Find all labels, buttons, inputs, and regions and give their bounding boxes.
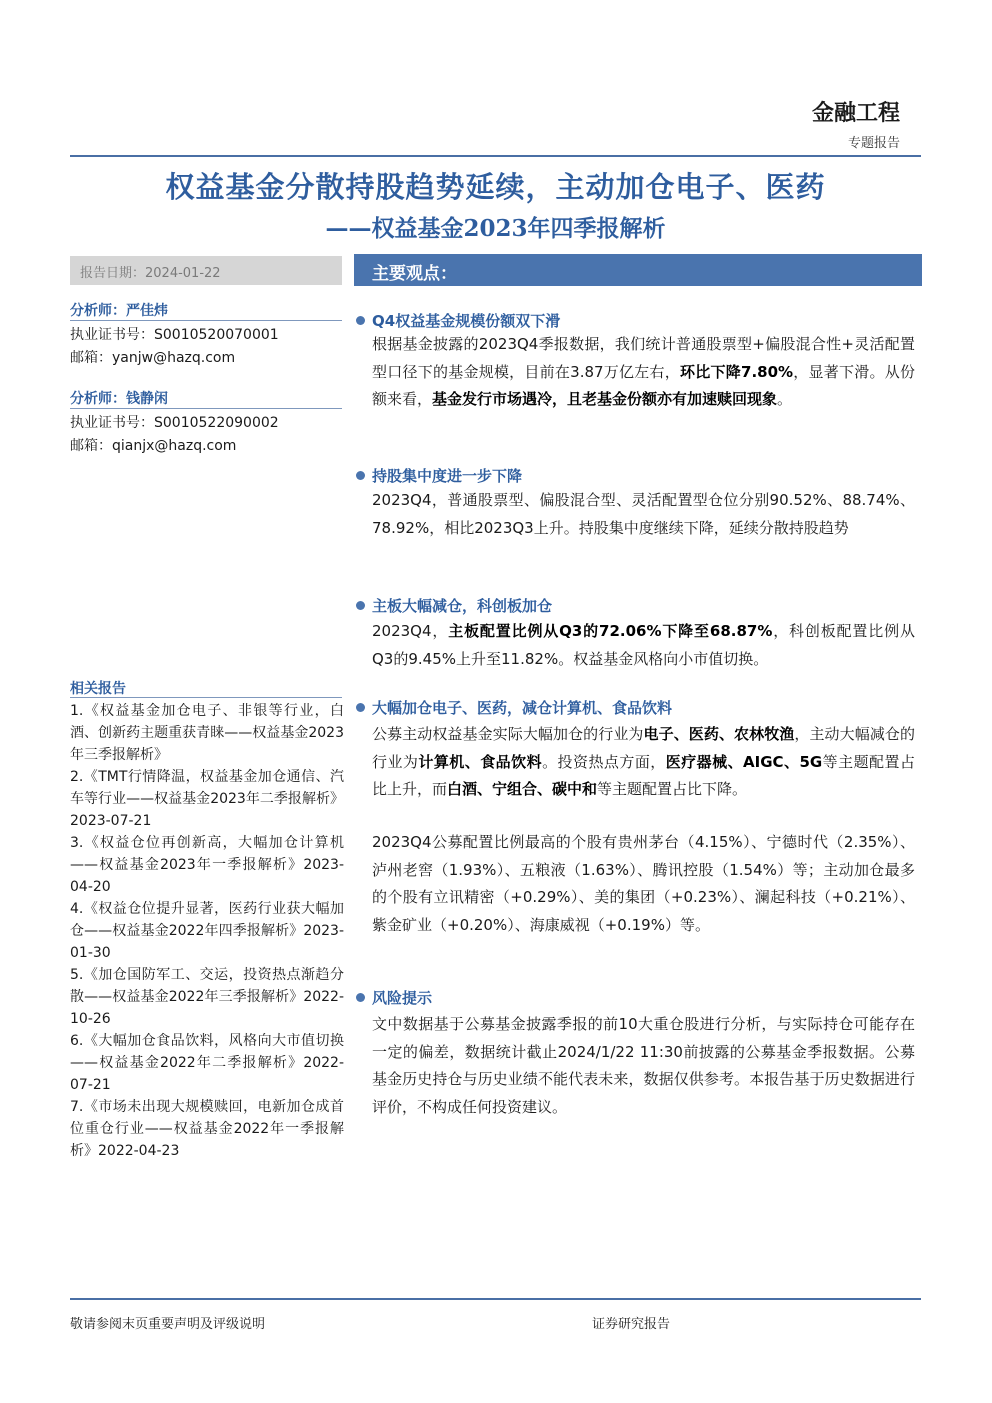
related-report-item[interactable]: 1.《权益基金加仓电子、非银等行业，白酒、创新药主题重获青睐——权益基金2023年三季报解析》 xyxy=(70,703,344,763)
related-report-item[interactable]: 6.《大幅加仓食品饮料，风格向大市值切换——权益基金2022年二季报解析》2022-07-21 xyxy=(70,1033,344,1093)
paragraph-text: 。 xyxy=(777,390,793,408)
section-paragraph xyxy=(372,829,915,939)
analyst-email[interactable]: 邮箱：qianjx@hazq.com xyxy=(70,438,237,454)
bullet-dot-icon xyxy=(356,703,365,712)
highlight-text: 基金发行市场遇冷，且老基金份额亦有加速赎回现象 xyxy=(432,390,778,408)
related-reports-divider xyxy=(70,697,342,698)
header-divider xyxy=(70,155,921,157)
report-date-bar xyxy=(70,256,342,285)
bullet-dot-icon xyxy=(356,316,365,325)
footer-doc-type: 证券研究报告 xyxy=(592,1317,671,1332)
highlight-text: 白酒、宁组合、碳中和 xyxy=(447,780,598,798)
related-reports-title: 相关报告 xyxy=(70,681,126,697)
section-paragraph xyxy=(372,1011,915,1121)
highlight-text: 医疗器械、AIGC、5G xyxy=(665,752,823,771)
related-report-item[interactable]: 2.《TMT行情降温，权益基金加仓通信、汽车等行业——权益基金2023年二季报解析》2023-07-21 xyxy=(70,769,344,829)
analyst-divider xyxy=(70,408,342,409)
report-category: 金融工程 xyxy=(811,100,900,126)
section-paragraph xyxy=(372,721,915,804)
highlight-text: 计算机、食品饮料 xyxy=(418,752,543,771)
bullet-dot-icon xyxy=(356,601,365,610)
section-heading xyxy=(356,310,560,331)
report-date: 报告日期：2024-01-22 xyxy=(80,266,221,281)
paragraph-text: ，主动大幅减仓的行业为 xyxy=(372,725,915,771)
paragraph-text: 等主题配置占比下降。 xyxy=(597,780,748,798)
related-report-item[interactable]: 7.《市场未出现大规模赎回，电新加仓成首位重仓行业——权益基金2022年一季报解析》2022-04-23 xyxy=(70,1099,344,1159)
key-points-header xyxy=(354,254,922,286)
section-heading xyxy=(356,465,522,486)
highlight-text: 主板配置比例从Q3的72.06%下降至68.87% xyxy=(448,622,773,640)
related-report-item[interactable]: 4.《权益仓位提升显著，医药行业获大幅加仓——权益基金2022年四季报解析》2023-01-30 xyxy=(70,901,344,961)
section-paragraph xyxy=(372,618,915,673)
paragraph-text: 根据基金披露的2023Q4季报数据，我们统计普通股票型+偏股混合性+灵活配置型口径下的基金规模，目前在3.87万亿左右， xyxy=(372,335,915,381)
page-title: 权益基金分散持股趋势延续，主动加仓电子、医药 xyxy=(165,170,826,204)
analyst-cert-number: 执业证书号：S0010522090002 xyxy=(70,415,279,431)
paragraph-text: 公募主动权益基金实际大幅加仓的行业为 xyxy=(372,725,644,743)
report-type: 专题报告 xyxy=(847,136,900,151)
footer-divider xyxy=(70,1298,921,1300)
section-title: 大幅加仓电子、医药，减仓计算机、食品饮料 xyxy=(372,699,673,717)
analyst-cert-number: 执业证书号：S0010520070001 xyxy=(70,327,279,343)
section-title: 主板大幅减仓，科创板加仓 xyxy=(372,597,553,615)
bullet-dot-icon xyxy=(356,993,365,1002)
analyst-email[interactable]: 邮箱：yanjw@hazq.com xyxy=(70,350,236,366)
section-title: Q4权益基金规模份额双下滑 xyxy=(372,312,561,330)
section-heading xyxy=(356,595,552,616)
highlight-text: 环比下降7.80% xyxy=(680,362,794,381)
section-title: 风险提示 xyxy=(372,989,433,1007)
section-paragraph xyxy=(372,487,915,542)
section-title: 持股集中度进一步下降 xyxy=(372,467,523,485)
footer-disclaimer: 敬请参阅末页重要声明及评级说明 xyxy=(70,1317,266,1332)
paragraph-text: 2023Q4公募配置比例最高的个股有贵州茅台（4.15%）、宁德时代（2.35%）、泸州老窖（1.93%）、五粮液（1.63%）、腾讯控股（1.54%）等；主动加仓最多的个股有立讯精密（+0.29%）、美的集团（+0.23%）、澜起科技（+0.21%）、紫金矿业（+0.20%）、海康威视（+0.19%）等。 xyxy=(372,833,915,934)
related-report-item[interactable]: 3.《权益仓位再创新高，大幅加仓计算机——权益基金2023年一季报解析》2023-04-20 xyxy=(70,835,344,895)
section-paragraph xyxy=(372,331,915,414)
paragraph-text: 文中数据基于公募基金披露季报的前10大重仓股进行分析，与实际持仓可能存在一定的偏差，数据统计截止2024/1/22 11:30前披露的公募基金季报数据。公募基金历史持仓与历史业绩不能代表未来，数据仅供参考。本报告基于历史数据进行评价，不构成任何投资建议。 xyxy=(372,1015,915,1116)
key-points-title: 主要观点： xyxy=(372,264,457,284)
paragraph-text: 等主题配置占比上升，而 xyxy=(372,752,915,798)
bullet-dot-icon xyxy=(356,471,365,480)
analyst-name: 分析师：钱静闲 xyxy=(70,391,168,407)
page-subtitle: ——权益基金2023年四季报解析 xyxy=(325,215,666,242)
paragraph-text: ，显著下滑。从份额来看， xyxy=(372,362,915,408)
paragraph-text: 2023Q4， xyxy=(372,622,449,640)
paragraph-text: 。投资热点方面， xyxy=(542,752,666,771)
related-report-item[interactable]: 5.《加仓国防军工、交运，投资热点渐趋分散——权益基金2022年三季报解析》2022-10-26 xyxy=(70,967,344,1027)
related-reports-list xyxy=(70,700,344,1162)
highlight-text: 电子、医药、农林牧渔 xyxy=(643,725,795,743)
section-heading xyxy=(356,697,672,718)
section-heading xyxy=(356,987,432,1008)
analyst-name: 分析师：严佳炜 xyxy=(70,303,168,319)
paragraph-text: 2023Q4，普通股票型、偏股混合型、灵活配置型仓位分别90.52%、88.74%、78.92%，相比2023Q3上升。持股集中度继续下降，延续分散持股趋势 xyxy=(372,491,915,537)
paragraph-text: ，科创板配置比例从Q3的9.45%上升至11.82%。权益基金风格向小市值切换。 xyxy=(372,622,915,668)
analyst-divider xyxy=(70,320,342,321)
